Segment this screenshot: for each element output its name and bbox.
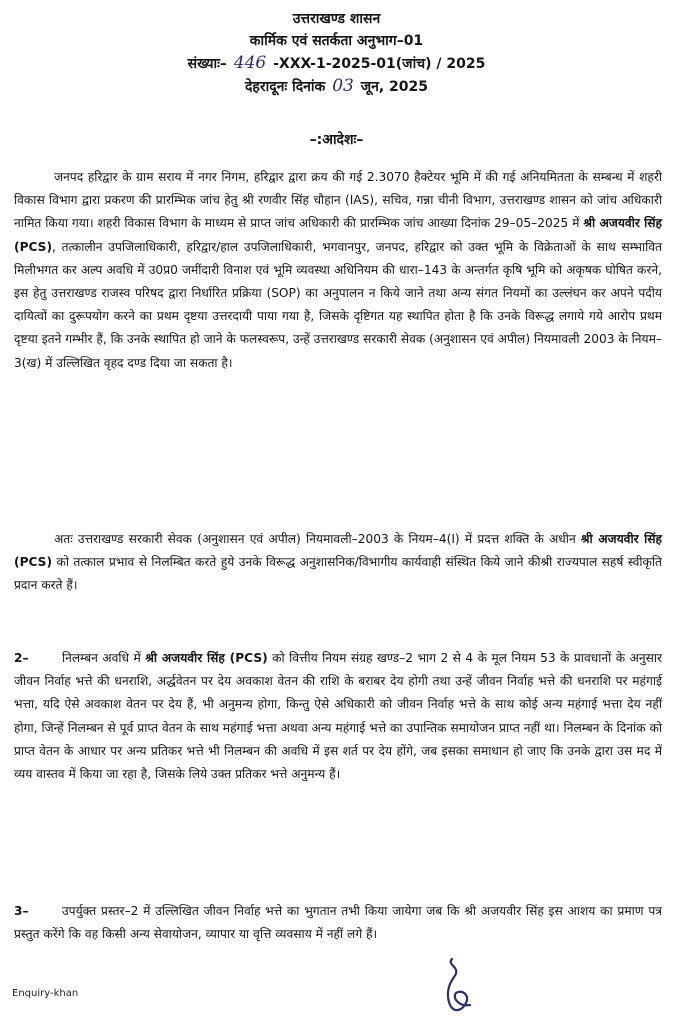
handwritten-date-day: 03 [332,76,354,96]
date-prefix: देहरादूनः दिनांक [244,79,326,95]
paragraph-number: 2– [14,651,29,665]
date-suffix: जून, 2025 [360,79,429,95]
department-name: उत्तराखण्ड शासन [292,11,381,27]
paragraph-background [14,166,662,375]
para2-text-end: को तत्काल प्रभाव से निलम्बित करते हुये उनके विरूद्ध अनुशासनिक/विभागीय कार्यवाही संस्थित किये जाने कीश्री राज्यपाल सहर्ष स्वीकृति प्रदान करते हैं। [14,555,662,593]
reference-number [0,52,673,75]
handwritten-reference-number: 446 [233,53,267,73]
section-name: कार्मिक एवं सतर्कता अनुभाग–01 [249,33,424,49]
para4-text: उपर्युक्त प्रस्तर–2 में उल्लिखित जीवन निर्वाह भत्ते का भुगतान तभी किया जायेगा जब कि श्री अजयवीर सिंह इस आशय का प्रमाण पत्र प्रस्तुत करेंगे कि वह किसी अन्य सेवायोजन, व्यापार या वृत्ति व्यवसाय में नहीं लगे हैं। [14,904,662,942]
para1-text-start: जनपद हरिद्वार के ग्राम सराय में नगर निगम, हरिद्वार द्वारा क्रय की गई 2.3070 हैक्टेयर भूमि में की गई अनियमितता के सम्बन्ध में शहरी विकास विभाग द्वारा प्रकरण की प्रारम्भिक जांच हेतु श्री रणवीर सिंह चौहान (IAS), सचिव, गन्ना चीनी विभाग, उत्तराखण्ड शासन को जांच अधिकारी नामित किया गया। शहरी विकास विभाग के माध्यम से प्राप्त जांच अधिकारी की प्रारम्भिक जांच आख्या दिनांक 29–05–2025 में [14,170,662,231]
para3-text-start: निलम्बन अवधि में [62,651,146,665]
officer-name: श्री अजयवीर सिंह (PCS) [14,532,663,570]
paragraph-subsistence-allowance [14,647,662,786]
order-date [0,75,673,98]
para3-text-end: को वित्तीय नियम संग्रह खण्ड–2 भाग 2 से 4 के मूल नियम 53 के प्रावधानों के अनुसार जीवन निर्वाह भत्ते की धनराशि, अर्द्धवेतन पर देय अवकाश वेतन की राशि के बराबर देय होगी तथा उन्हें जीवन निर्वाह भत्ते की धनराशि पर महंगाई भत्ता, यदि ऐसे अवकाश वेतन पर देय हैं, भी अनुमन्य होगा, किन्तु ऐसे अधिकारी को जीवन निर्वाह भत्ते के साथ कोई अन्य महंगाई भत्ता देय नहीं होगा, जिन्हें निलम्बन से पूर्व प्राप्त वेतन के साथ महंगाई भत्ता अथवा अन्य महंगाई भत्ते का उपान्तिक समायोजन प्राप्त नहीं था। निलम्बन के दिनांक को प्राप्त वेतन के आधार पर अन्य प्रतिकर भत्ते भी निलम्बन की अवधि में इस शर्त पर देय होंगे, जब इसका समाधान हो जाए कि उनके द्वारा उस मद में व्यय वास्तव में किया जा रहा है, जिसके लिये उक्त प्रतिकर भत्ते अनुमन्य हैं। [14,651,662,782]
footer-reference: Enquiry-khan [12,988,79,999]
paragraph-number: 3– [14,904,29,918]
paragraph-payment-condition [14,900,662,946]
reference-prefix: संख्याः– [187,56,227,72]
officer-name: श्री अजयवीर सिंह (PCS) [14,216,662,254]
handwritten-signature [440,955,480,1017]
officer-name: श्री अजयवीर सिंह (PCS) [145,651,268,665]
paragraph-suspension-order [14,528,662,598]
reference-suffix: -XXX-1-2025-01(जांच) / 2025 [273,56,486,72]
para2-text-start: अतः उत्तराखण्ड सरकारी सेवक (अनुशासन एवं अपील) नियमावली–2003 के नियम–4(I) में प्रदत्त शक्ति के अधीन [54,532,581,546]
order-title: –:आदेशः– [309,132,364,148]
letter-header [0,8,673,98]
para1-text-end: , तत्कालीन उपजिलाधिकारी, हरिद्वार/हाल उपजिलाधिकारी, भगवानपुर, जनपद, हरिद्वार को उक्त भूमि के विक्रेताओं के साथ सम्भावित मिलीभगत कर अल्प अवधि में उ0प्र0 जमींदारी विनाश एवं भूमि व्यवस्था अधिनियम की धारा–143 के अन्तर्गत कृषि भूमि को अकृषक घोषित करने, इस हेतु उत्तराखण्ड राजस्व परिषद द्वारा निर्धारित प्रक्रिया (SOP) का अनुपालन न किये जाने तथा अन्य संगत नियमों का उल्लंघन कर अपने पदीय दायित्वों का दुरूपयोग करने का प्रथम दृष्टया उत्तरदायी पाया गया है, जिसके दृष्टिगत यह स्थापित होता है कि उनके विरूद्ध लगाये गये आरोप प्रथम दृष्टया इतने गम्भीर हैं, कि उनके स्थापित हो जाने के फलस्वरूप, उन्हें उत्तराखण्ड सरकारी सेवक (अनुशासन एवं अपील) नियमावली 2003 के नियम–3(ख) में उल्लिखित वृहद दण्ड दिया जा सकता है। [14,239,662,370]
